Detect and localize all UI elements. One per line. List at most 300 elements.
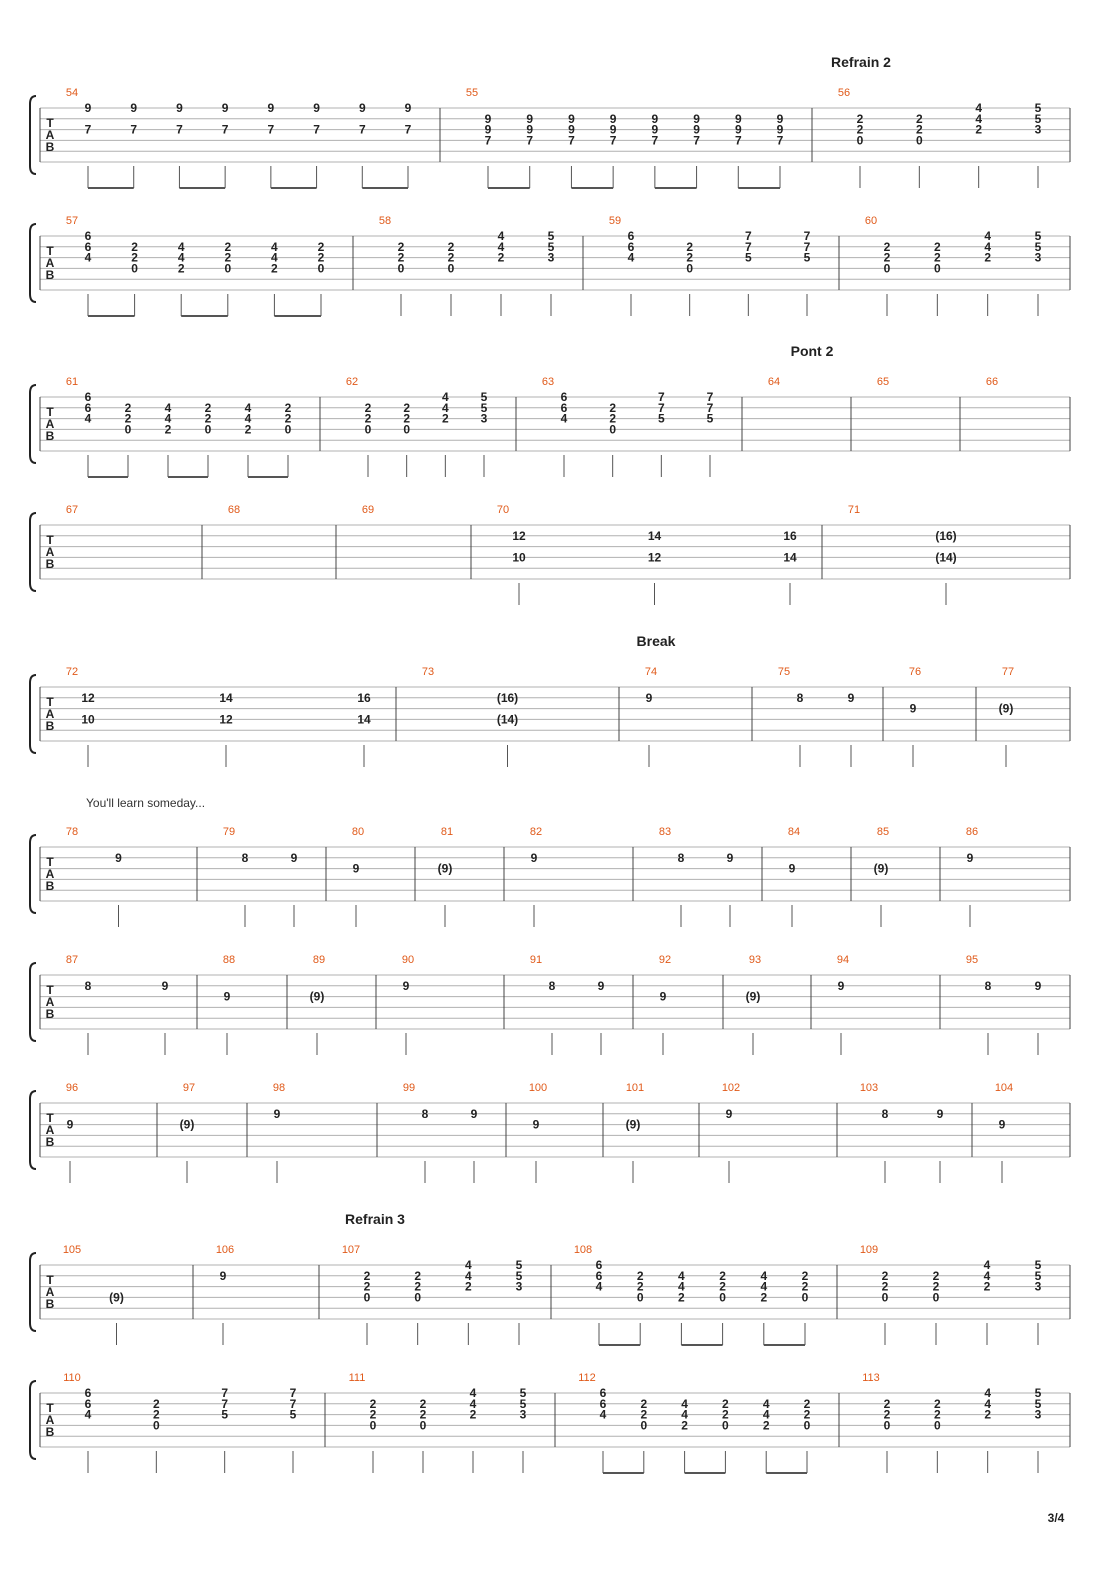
fret-number: 9 (659, 989, 667, 1004)
fret-number: 9 (223, 989, 231, 1004)
fret-number: 9 (313, 101, 320, 115)
fret-number: 2 (464, 1279, 472, 1294)
measure-number: 90 (401, 954, 415, 966)
fret-number: 2 (414, 1268, 422, 1283)
fret-number: 4 (983, 1258, 991, 1272)
fret-number: 2 (933, 250, 941, 265)
fret-number: 2 (164, 422, 172, 437)
fret-number: 3 (1034, 1407, 1042, 1422)
fret-number: 8 (881, 1106, 889, 1121)
measure-number: 88 (222, 954, 236, 966)
fret-number: 7 (706, 390, 714, 404)
fret-number: 6 (560, 390, 568, 404)
fret-number: 9 (115, 850, 122, 865)
fret-number: 10 (81, 712, 95, 727)
measure-number: 65 (876, 376, 890, 388)
fret-number: 4 (681, 1396, 688, 1411)
tab-clef-letter: B (45, 1425, 55, 1439)
fret-number: 9 (651, 111, 659, 126)
fret-number: 9 (402, 978, 410, 993)
fret-number: 9 (66, 1117, 74, 1132)
measure-number: 86 (965, 826, 979, 838)
fret-number: 0 (640, 1418, 648, 1433)
tab-clef-letter: A (45, 995, 55, 1009)
fret-number: 2 (441, 411, 449, 426)
fret-number: 0 (414, 1290, 422, 1305)
fret-number: 2 (932, 1279, 940, 1294)
fret-number: 9 (776, 122, 784, 137)
fret-number: 2 (317, 250, 325, 265)
tab-clef-letter: A (45, 256, 55, 270)
tab-clef-letter: B (45, 429, 55, 443)
measure-number: 80 (351, 826, 365, 838)
fret-number: 2 (152, 1396, 160, 1411)
fret-number: 0 (131, 261, 138, 276)
system-bracket (30, 1253, 36, 1331)
fret-number: 7 (609, 133, 617, 148)
fret-number: (9) (625, 1117, 641, 1132)
fret-number: 0 (317, 261, 325, 276)
fret-number: 9 (130, 101, 138, 115)
fret-number: 2 (419, 1407, 427, 1422)
fret-number: 9 (776, 111, 784, 126)
fret-number: 2 (881, 1268, 889, 1283)
fret-number: (14) (935, 550, 957, 565)
tab-clef-letter: B (45, 140, 55, 154)
fret-number: 4 (441, 390, 449, 404)
tab-clef-letter: B (45, 557, 55, 571)
measure-number: 76 (908, 666, 922, 678)
fret-number: 9 (725, 1106, 733, 1121)
measure-number: 105 (62, 1244, 82, 1256)
measure-number: 99 (402, 1082, 416, 1094)
fret-number: 2 (447, 250, 455, 265)
tab-clef-letter: A (45, 1413, 55, 1427)
fret-number: 2 (284, 411, 292, 426)
tab-clef-letter: T (46, 855, 54, 869)
tab-clef-letter: T (46, 1273, 54, 1287)
measure-number: 66 (985, 376, 999, 388)
fret-number: 4 (983, 1268, 991, 1283)
fret-number: 0 (609, 422, 617, 437)
measure-number: 87 (65, 954, 79, 966)
fret-number: 2 (397, 250, 405, 265)
fret-number: 8 (984, 978, 992, 993)
measure-number: 106 (215, 1244, 235, 1256)
fret-number: 9 (532, 1117, 540, 1132)
tab-clef-letter: A (45, 128, 55, 142)
fret-number: 6 (84, 229, 92, 243)
tab-clef-letter: T (46, 116, 54, 130)
fret-number: 9 (837, 978, 845, 993)
tab-system (30, 796, 1070, 927)
fret-number: 9 (568, 122, 575, 137)
fret-number: 4 (678, 1268, 685, 1283)
fret-number: 16 (357, 690, 371, 705)
fret-number: 5 (744, 250, 752, 265)
measure-number: 56 (837, 87, 851, 99)
tab-system (30, 633, 1070, 767)
fret-number: 2 (933, 239, 941, 254)
fret-number: 2 (131, 239, 138, 254)
fret-number: 2 (364, 400, 372, 415)
section-title: Break (636, 633, 676, 649)
tab-system (30, 343, 1070, 477)
measure-number: 111 (348, 1372, 366, 1384)
fret-number: 0 (284, 422, 292, 437)
fret-number: (9) (745, 989, 761, 1004)
fret-number: 0 (152, 1418, 160, 1433)
fret-number: 2 (317, 239, 325, 254)
fret-number: 2 (984, 250, 992, 265)
fret-number: 12 (512, 528, 526, 543)
fret-number: 2 (204, 400, 212, 415)
fret-number: 2 (975, 122, 983, 137)
fret-number: 4 (244, 411, 252, 426)
fret-number: 5 (1034, 1258, 1042, 1272)
fret-number: 7 (568, 133, 575, 148)
fret-number: 7 (130, 122, 138, 137)
fret-number: 2 (801, 1268, 809, 1283)
fret-number: 0 (933, 1418, 941, 1433)
measure-number: 104 (994, 1082, 1014, 1094)
fret-number: 2 (177, 261, 185, 276)
tab-clef-letter: T (46, 1111, 54, 1125)
fret-number: 9 (966, 850, 974, 865)
fret-number: 4 (678, 1279, 685, 1294)
measure-number: 100 (528, 1082, 548, 1094)
tab-system (30, 504, 1070, 605)
fret-number: 9 (726, 850, 734, 865)
fret-number: 5 (547, 239, 555, 254)
fret-number: 2 (364, 411, 372, 426)
fret-number: 7 (744, 229, 752, 243)
fret-number: 7 (267, 122, 275, 137)
tab-clef-letter: B (45, 268, 55, 282)
fret-number: 2 (719, 1279, 726, 1294)
fret-number: 4 (762, 1407, 770, 1422)
fret-number: 0 (719, 1290, 726, 1305)
fret-number: 9 (221, 101, 229, 115)
fret-number: 2 (881, 1279, 889, 1294)
fret-number: 4 (984, 1386, 992, 1400)
fret-number: 0 (883, 261, 891, 276)
fret-number: 9 (788, 861, 796, 876)
fret-number: 5 (1034, 239, 1042, 254)
fret-number: 5 (706, 411, 714, 426)
fret-number: 3 (515, 1279, 523, 1294)
tab-clef-letter: A (45, 707, 55, 721)
fret-number: 4 (627, 250, 635, 265)
fret-number: 7 (693, 133, 700, 148)
fret-number: 7 (221, 1386, 229, 1400)
measure-number: 62 (345, 376, 359, 388)
fret-number: 2 (224, 239, 232, 254)
fret-number: 2 (224, 250, 232, 265)
fret-number: 2 (609, 411, 617, 426)
fret-number: 9 (530, 850, 538, 865)
fret-number: 9 (609, 122, 617, 137)
fret-number: 7 (404, 122, 412, 137)
fret-number: (9) (109, 1290, 124, 1305)
fret-number: 7 (706, 400, 714, 415)
fret-number: 9 (161, 978, 169, 993)
fret-number: 8 (796, 690, 804, 705)
fret-number: 2 (363, 1279, 371, 1294)
measure-number: 79 (222, 826, 236, 838)
tab-system (30, 1372, 1070, 1473)
measure-number: 78 (65, 826, 79, 838)
fret-number: 0 (403, 422, 411, 437)
system-bracket (30, 96, 36, 174)
fret-number: 0 (803, 1418, 811, 1433)
fret-number: 0 (933, 261, 941, 276)
fret-number: 5 (515, 1258, 523, 1272)
fret-number: 4 (271, 239, 278, 254)
fret-number: 0 (363, 1290, 371, 1305)
fret-number: 2 (636, 1279, 644, 1294)
fret-number: 5 (519, 1396, 527, 1411)
fret-number: 9 (693, 122, 700, 137)
fret-number: (9) (437, 861, 453, 876)
fret-number: 2 (762, 1418, 770, 1433)
fret-number: 6 (84, 239, 92, 254)
fret-number: 2 (983, 1279, 991, 1294)
fret-number: (9) (998, 701, 1014, 716)
fret-number: 12 (219, 712, 233, 727)
fret-number: 9 (568, 111, 575, 126)
system-bracket (30, 963, 36, 1041)
tab-clef-letter: B (45, 1007, 55, 1021)
fret-number: 9 (936, 1106, 944, 1121)
fret-number: 4 (464, 1268, 472, 1283)
measure-number: 72 (65, 666, 79, 678)
fret-number: (9) (873, 861, 889, 876)
fret-number: 7 (657, 400, 665, 415)
fret-number: 2 (640, 1407, 648, 1422)
fret-number: 4 (244, 400, 252, 415)
fret-number: 0 (883, 1418, 891, 1433)
fret-number: 4 (975, 111, 983, 126)
fret-number: 0 (801, 1290, 809, 1305)
fret-number: 9 (470, 1106, 478, 1121)
fret-number: 2 (369, 1396, 377, 1411)
fret-number: 4 (975, 101, 983, 115)
measure-number: 107 (341, 1244, 361, 1256)
fret-number: 3 (547, 250, 555, 265)
fret-number: 6 (599, 1396, 607, 1411)
fret-number: 0 (364, 422, 372, 437)
system-bracket (30, 1091, 36, 1169)
fret-number: 7 (657, 390, 665, 404)
tab-clef-letter: B (45, 719, 55, 733)
fret-number: 6 (84, 400, 92, 415)
fret-number: 2 (609, 400, 617, 415)
system-bracket (30, 385, 36, 463)
fret-number: 5 (480, 390, 488, 404)
fret-number: 9 (176, 101, 183, 115)
fret-number: 5 (289, 1407, 297, 1422)
measure-number: 82 (529, 826, 543, 838)
measure-number: 112 (578, 1372, 596, 1384)
measure-number: 101 (625, 1082, 645, 1094)
fret-number: 4 (760, 1279, 768, 1294)
fret-number: 0 (915, 133, 923, 148)
fret-number: 7 (744, 239, 752, 254)
fret-number: 3 (519, 1407, 527, 1422)
fret-number: 2 (369, 1407, 377, 1422)
fret-number: 0 (856, 133, 864, 148)
fret-number: 5 (515, 1268, 523, 1283)
fret-number: 4 (177, 239, 185, 254)
fret-number: 9 (693, 111, 700, 126)
fret-number: 9 (597, 978, 605, 993)
fret-number: 0 (447, 261, 455, 276)
fret-number: 9 (526, 111, 534, 126)
fret-number: 9 (84, 101, 92, 115)
fret-number: 7 (289, 1396, 297, 1411)
fret-number: 0 (397, 261, 405, 276)
fret-number: 2 (933, 1407, 941, 1422)
fret-number: 0 (686, 261, 694, 276)
fret-number: (16) (935, 528, 957, 543)
fret-number: 9 (352, 861, 360, 876)
measure-number: 85 (876, 826, 890, 838)
measure-number: 57 (65, 215, 79, 227)
fret-number: 14 (357, 712, 371, 727)
tab-clef-letter: B (45, 879, 55, 893)
measure-number: 102 (721, 1082, 741, 1094)
fret-number: 6 (599, 1386, 607, 1400)
measure-number: 109 (859, 1244, 879, 1256)
fret-number: 2 (915, 111, 923, 126)
tab-clef-letter: B (45, 1297, 55, 1311)
section-title: Refrain 3 (345, 1211, 405, 1227)
fret-number: 7 (484, 133, 492, 148)
fret-number: (14) (496, 712, 519, 727)
fret-number: 5 (480, 400, 488, 415)
measure-number: 83 (658, 826, 672, 838)
fret-number: 2 (856, 111, 864, 126)
tab-clef-letter: T (46, 244, 54, 258)
fret-number: 14 (647, 528, 662, 543)
fret-number: 4 (84, 411, 92, 426)
fret-number: 2 (803, 1396, 811, 1411)
fret-number: 5 (519, 1386, 527, 1400)
fret-number: 9 (267, 101, 275, 115)
fret-number: 0 (932, 1290, 940, 1305)
tab-clef-letter: B (45, 1135, 55, 1149)
fret-number: 0 (224, 261, 232, 276)
system-bracket (30, 1381, 36, 1459)
fret-number: 2 (915, 122, 923, 137)
tab-clef-letter: A (45, 545, 55, 559)
fret-number: 4 (497, 239, 505, 254)
measure-number: 93 (748, 954, 762, 966)
fret-number: 4 (497, 229, 505, 243)
fret-number: 2 (984, 1407, 992, 1422)
fret-number: 4 (560, 411, 568, 426)
fret-number: 4 (84, 1407, 92, 1422)
fret-number: 5 (1034, 229, 1042, 243)
fret-number: 10 (512, 550, 526, 565)
fret-number: (16) (496, 690, 519, 705)
fret-number: 12 (81, 690, 95, 705)
fret-number: 7 (221, 122, 229, 137)
tab-clef-letter: A (45, 1285, 55, 1299)
tab-system (30, 1211, 1070, 1345)
fret-number: 0 (204, 422, 212, 437)
section-title: Refrain 2 (831, 54, 891, 70)
fret-number: (9) (309, 989, 325, 1004)
fret-number: 9 (847, 690, 855, 705)
fret-number: 0 (124, 422, 132, 437)
fret-number: 3 (1034, 1279, 1042, 1294)
fret-number: 2 (883, 239, 891, 254)
fret-number: 4 (984, 1396, 992, 1411)
fret-number: 9 (484, 111, 492, 126)
measure-number: 97 (182, 1082, 196, 1094)
fret-number: 2 (419, 1396, 427, 1411)
measure-number: 74 (644, 666, 658, 678)
fret-number: 2 (636, 1268, 644, 1283)
fret-number: 9 (273, 1106, 281, 1121)
fret-number: 7 (289, 1386, 297, 1400)
fret-number: 2 (124, 411, 132, 426)
fret-number: 5 (547, 229, 555, 243)
fret-number: 2 (403, 411, 411, 426)
fret-number: 3 (480, 411, 488, 426)
fret-number: 2 (686, 250, 694, 265)
fret-number: 7 (651, 133, 659, 148)
fret-number: 9 (290, 850, 298, 865)
measure-number: 96 (65, 1082, 79, 1094)
fret-number: 2 (678, 1290, 685, 1305)
lyric-text: You'll learn someday... (86, 796, 206, 810)
measure-number: 60 (864, 215, 878, 227)
fret-number: 5 (221, 1407, 229, 1422)
fret-number: 14 (783, 550, 797, 565)
measure-number: 55 (465, 87, 479, 99)
fret-number: 7 (776, 133, 784, 148)
fret-number: 2 (760, 1290, 768, 1305)
tab-system (30, 954, 1070, 1055)
fret-number: 4 (762, 1396, 770, 1411)
fret-number: 2 (124, 400, 132, 415)
measure-number: 70 (496, 504, 510, 516)
fret-number: 2 (686, 239, 694, 254)
fret-number: 2 (801, 1279, 809, 1294)
system-bracket (30, 513, 36, 591)
fret-number: 4 (84, 250, 92, 265)
fret-number: 4 (164, 400, 172, 415)
fret-number: 9 (1034, 978, 1042, 993)
fret-number: 7 (803, 229, 811, 243)
fret-number: 2 (469, 1407, 477, 1422)
fret-number: 2 (403, 400, 411, 415)
fret-number: 9 (645, 690, 653, 705)
measure-number: 58 (378, 215, 392, 227)
fret-number: 5 (657, 411, 665, 426)
fret-number: 4 (469, 1396, 477, 1411)
fret-number: 2 (284, 400, 292, 415)
fret-number: 2 (803, 1407, 811, 1422)
fret-number: 8 (84, 978, 92, 993)
fret-number: 5 (1034, 101, 1042, 115)
fret-number: 2 (722, 1407, 729, 1422)
fret-number: 0 (419, 1418, 427, 1433)
measure-number: 89 (312, 954, 326, 966)
